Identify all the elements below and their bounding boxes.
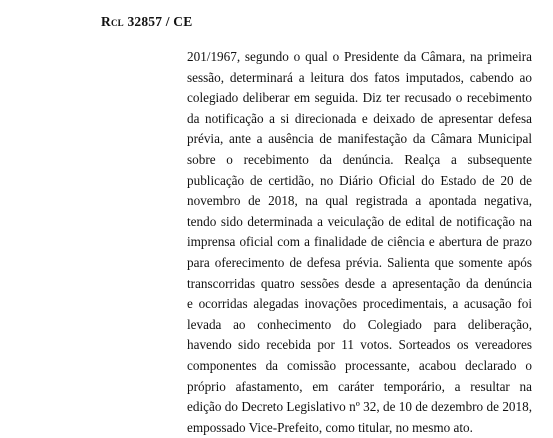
text-line: componentes da comissão processante, acabou declarado o	[187, 357, 532, 373]
text-line: novembro de 2018, na qual registrada a apontada negativa,	[187, 193, 532, 209]
text-line: transcorridas quatro sessões desde a apresentação da denúncia	[187, 275, 532, 291]
text-line: para oferecimento de defesa prévia. Salienta que somente após	[187, 254, 532, 270]
text-line: 201/1967, segundo o qual o Presidente da Câmara, na primeira	[187, 49, 532, 64]
case-number: 32857 / CE	[127, 14, 193, 29]
body-paragraph	[187, 47, 532, 438]
text-line: próprio afastamento, em caráter temporário, a resultar na	[187, 378, 532, 394]
text-line: publicação de certidão, no Diário Oficial do Estado de 20 de	[187, 172, 532, 188]
text-line: imprensa oficial com a finalidade de ciência e abertura de prazo	[187, 234, 532, 250]
text-line: sobre o recebimento da denúncia. Realça a subsequente	[187, 151, 532, 167]
text-line: da notificação a si direcionada e deixado de apresentar defesa	[187, 110, 532, 126]
case-header	[101, 14, 192, 30]
text-line: e ocorridas alegadas inovações procedimentais, a acusação foi	[187, 296, 532, 312]
text-line: prévia, ante a ausência de manifestação da Câmara Municipal	[187, 131, 532, 147]
case-prefix: Rcl	[101, 14, 124, 29]
text-line: sessão, determinará a leitura dos fatos imputados, cabendo ao	[187, 69, 532, 85]
text-line: havendo sido recebida por 11 votos. Sorteados os vereadores	[187, 337, 532, 353]
text-line: colegiado deliberar em seguida. Diz ter recusado o recebimento	[187, 90, 532, 106]
text-line: levada ao conhecimento do Colegiado para deliberação,	[187, 316, 532, 332]
text-line: tendo sido determinada a veiculação de edital de notificação na	[187, 213, 532, 229]
text-line: edição do Decreto Legislativo nº 32, de 10 de dezembro de 2018,	[187, 399, 532, 415]
text-line: empossado Vice-Prefeito, como titular, no mesmo ato.	[187, 419, 473, 435]
